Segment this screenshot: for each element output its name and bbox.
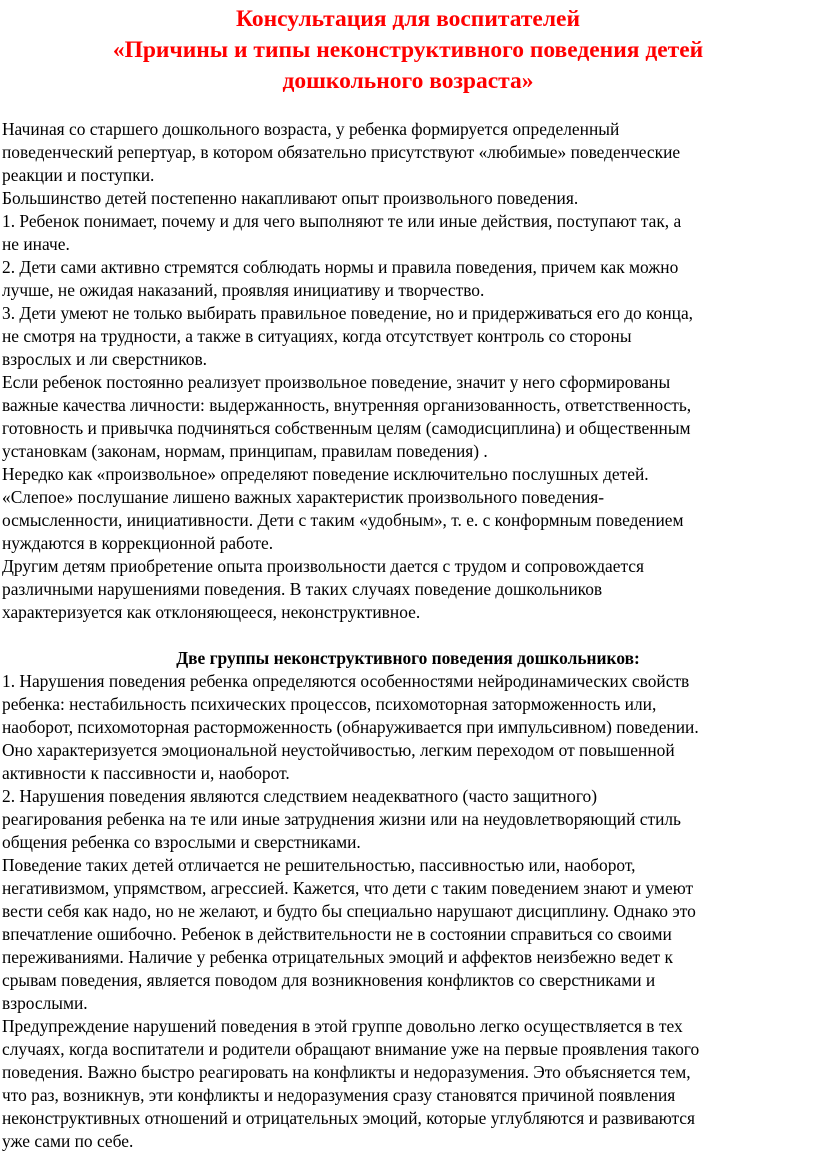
text-line: вести себя как надо, но не желают, и будто бы специально нарушают дисциплину. Однако это bbox=[2, 901, 696, 921]
text-line: взрослых и ли сверстников. bbox=[2, 349, 208, 369]
document-title bbox=[0, 4, 816, 97]
text-line: не иначе. bbox=[2, 234, 70, 254]
text-line: Другим детям приобретение опыта произвольности дается с трудом и сопровождается bbox=[2, 556, 645, 576]
text-line: характеризуется как отклоняющееся, неконструктивное. bbox=[2, 602, 421, 622]
text-line: поведения. Важно быстро реагировать на конфликты и недоразумения. Это объясняется тем, bbox=[2, 1062, 691, 1082]
text-line: не смотря на трудности, а также в ситуациях, когда отсутствует контроль со стороны bbox=[2, 326, 632, 346]
text-line: различными нарушениями поведения. В таких случаях поведение дошкольников bbox=[2, 579, 603, 599]
text-line: Начиная со старшего дошкольного возраста, у ребенка формируется определенный bbox=[2, 119, 620, 139]
text-line: реагирования ребенка на те или иные затруднения жизни или на неудовлетворяющий стиль bbox=[2, 809, 681, 829]
text-line: 2. Нарушения поведения являются следствием неадекватного (часто защитного) bbox=[2, 786, 597, 806]
text-line: срывам поведения, является поводом для возникновения конфликтов со сверстниками и bbox=[2, 970, 656, 990]
text-line: готовность и привычка подчиняться собственным целям (самодисциплина) и общественным bbox=[2, 418, 691, 438]
text-line: осмысленности, инициативности. Дети с таким «удобным», т. е. с конформным поведением bbox=[2, 510, 684, 530]
section-block bbox=[2, 670, 814, 1153]
text-line: негативизмом, упрямством, агрессией. Кажется, что дети с таким поведением знают и умеют bbox=[2, 878, 694, 898]
text-line: «Слепое» послушание лишено важных характеристик произвольного поведения- bbox=[2, 487, 605, 507]
text-line: Нередко как «произвольное» определяют поведение исключительно послушных детей. bbox=[2, 464, 649, 484]
text-line: неконструктивных отношений и отрицательных эмоций, которые углубляются и развиваются bbox=[2, 1108, 696, 1128]
text-line: случаях, когда воспитатели и родители обращают внимание уже на первые проявления такого bbox=[2, 1039, 700, 1059]
text-line: нуждаются в коррекционной работе. bbox=[2, 533, 274, 553]
text-line: ребенка: нестабильность психических процессов, психомоторная заторможенность или, bbox=[2, 694, 657, 714]
text-line: 3. Дети умеют не только выбирать правильное поведение, но и придерживаться его до конца, bbox=[2, 303, 694, 323]
text-line: переживаниями. Наличие у ребенка отрицательных эмоций и аффектов неизбежно ведет к bbox=[2, 947, 673, 967]
text-line: Предупреждение нарушений поведения в этой группе довольно легко осуществляется в тех bbox=[2, 1016, 683, 1036]
text-line: уже сами по себе. bbox=[2, 1131, 134, 1151]
text-line: Поведение таких детей отличается не решительностью, пассивностью или, наоборот, bbox=[2, 855, 636, 875]
text-line: Большинство детей постепенно накапливают опыт произвольного поведения. bbox=[2, 188, 579, 208]
paragraph-gap bbox=[2, 624, 814, 647]
document-body bbox=[2, 118, 814, 1153]
text-line: 1. Нарушения поведения ребенка определяются особенностями нейродинамических свойств bbox=[2, 671, 690, 691]
text-line: установкам (законам, нормам, принципам, правилам поведения) . bbox=[2, 441, 488, 461]
title-line: дошкольного возраста» bbox=[282, 68, 534, 94]
title-line: «Причины и типы неконструктивного поведения детей bbox=[112, 37, 704, 63]
intro-block bbox=[2, 118, 814, 624]
text-line: важные качества личности: выдержанность, внутренняя организованность, ответственность, bbox=[2, 395, 692, 415]
section-heading: Две группы неконструктивного поведения дошкольников: bbox=[176, 648, 640, 668]
text-line: Оно характеризуется эмоциональной неустойчивостью, легким переходом от повышенной bbox=[2, 740, 675, 760]
title-line: Консультация для воспитателей bbox=[236, 6, 580, 32]
text-line: общения ребенка со взрослыми и сверстниками. bbox=[2, 832, 361, 852]
text-line: активности к пассивности и, наоборот. bbox=[2, 763, 290, 783]
text-line: лучше, не ожидая наказаний, проявляя инициативу и творчество. bbox=[2, 280, 485, 300]
text-line: 2. Дети сами активно стремятся соблюдать нормы и правила поведения, причем как можно bbox=[2, 257, 679, 277]
text-line: реакции и поступки. bbox=[2, 165, 155, 185]
text-line: 1. Ребенок понимает, почему и для чего выполняют те или иные действия, поступают так, а bbox=[2, 211, 682, 231]
text-line: наоборот, психомоторная расторможенность (обнаруживается при импульсивном) поведении. bbox=[2, 717, 699, 737]
text-line: впечатление ошибочно. Ребенок в действительности не в состоянии справиться со своими bbox=[2, 924, 672, 944]
text-line: что раз, возникнув, эти конфликты и недоразумения сразу становятся причиной появления bbox=[2, 1085, 676, 1105]
text-line: поведенческий репертуар, в котором обязательно присутствуют «любимые» поведенческие bbox=[2, 142, 681, 162]
text-line: Если ребенок постоянно реализует произвольное поведение, значит у него сформированы bbox=[2, 372, 671, 392]
text-line: взрослыми. bbox=[2, 993, 88, 1013]
